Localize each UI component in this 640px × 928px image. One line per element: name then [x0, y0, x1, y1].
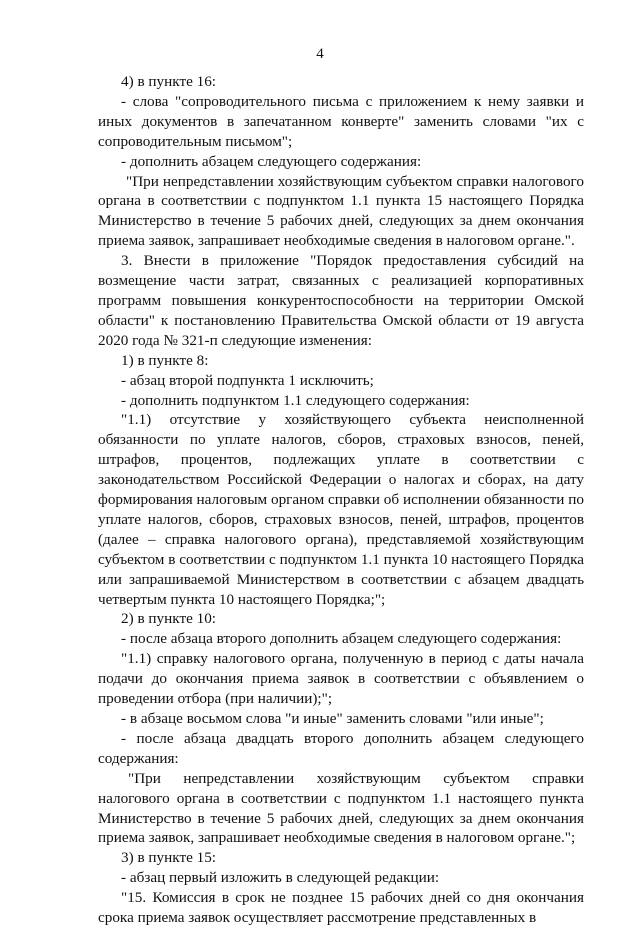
document-body — [98, 72, 584, 928]
paragraph: - после абзаца двадцать второго дополнить абзацем следующего содержания: — [98, 729, 584, 767]
paragraph: "1.1) отсутствие у хозяйствующего субъекта неисполненной обязанности по уплате налогов, сборов, страховых взносов, пеней, штрафов, процентов, подлежащих уплате в соответствии с законодательством Российской Федерации о налогах и сборах, на дату формирования налоговым органом справки об исполнении обязанности по уплате налогов, сборов, страховых взносов, пеней, штрафов, процентов (далее – справка налогового органа), представляемой хозяйствующим субъектом в соответствии с подпунктом 1.1 пункта 10 настоящего Порядка или запрашиваемой Министерством в соответствии с абзацем двадцать четвертым пункта 10 настоящего Порядка;"; — [98, 411, 584, 608]
paragraph: 4) в пункте 16: — [121, 73, 217, 90]
paragraph: - абзац второй подпункта 1 исключить; — [121, 371, 374, 389]
paragraph: - слова "сопроводительного письма с приложением к нему заявки и иных документов в запечатанном конверте" заменить словами "их с сопроводительным письмом"; — [98, 92, 584, 150]
paragraph: - абзац первый изложить в следующей редакции: — [121, 869, 440, 887]
paragraph: 2) в пункте 10: — [121, 610, 217, 628]
paragraph: 1) в пункте 8: — [121, 351, 209, 369]
paragraph: "При непредставлении хозяйствующим субъектом справки налогового органа в соответствии с подпунктом 1.1 пункта 15 настоящего Порядка Министерство в течение 5 рабочих дней, следующих за днем окончания приема заявок, запрашивает необходимые сведения в налоговом органе.". — [98, 172, 584, 250]
paragraph: 3. Внести в приложение "Порядок предоставления субсидий на возмещение части затрат, связанных с реализацией корпоративных программ повышения конкурентоспособности на территории Омской области" к постановлению Правительства Омской области от 19 августа 2020 года № 321-п следующие изменения: — [98, 252, 584, 349]
paragraph: "15. Комиссия в срок не позднее 15 рабочих дней со дня окончания срока приема заявок осуществляет рассмотрение представленных в — [98, 889, 584, 927]
page-number: 4 — [316, 46, 324, 62]
paragraph: - после абзаца второго дополнить абзацем следующего содержания: — [121, 630, 562, 648]
paragraph: - в абзаце восьмом слова "и иные" заменить словами "или иные"; — [121, 710, 544, 727]
paragraph: - дополнить подпунктом 1.1 следующего содержания: — [121, 391, 470, 409]
paragraph: - дополнить абзацем следующего содержания: — [121, 152, 422, 170]
paragraph: "1.1) справку налогового органа, полученную в период с даты начала подачи до окончания приема заявок в соответствии с объявлением о проведении отбора (при наличии);"; — [98, 650, 584, 708]
paragraph: 3) в пункте 15: — [121, 849, 217, 867]
paragraph: "При непредставлении хозяйствующим субъектом справки налогового органа в соответствии с подпунктом 1.1 настоящего пункта Министерство в течение 5 рабочих дней, следующих за днем окончания приема заявок, запрашивает необходимые сведения в налоговом органе."; — [98, 769, 584, 847]
